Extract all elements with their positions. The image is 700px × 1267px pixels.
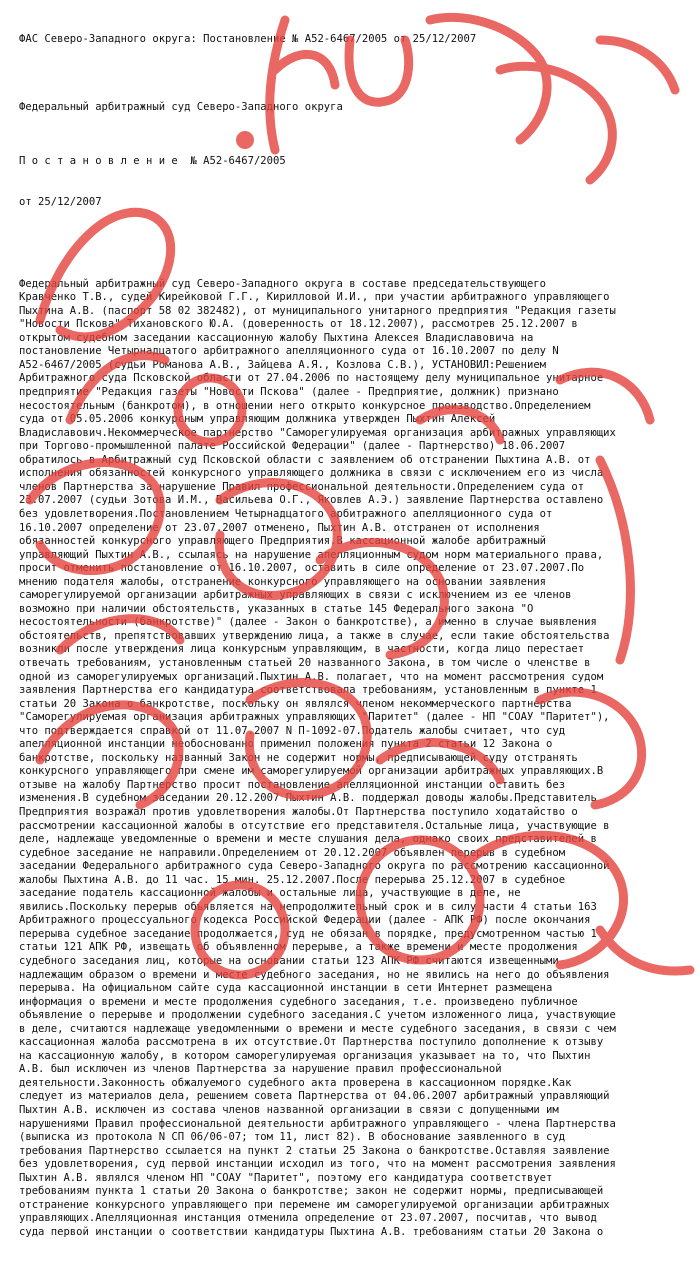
body-line: исполнения обязанностей конкурсного управляющего должника в связи с исключением его из числа <box>19 467 604 480</box>
body-line: кассационная жалоба рассмотрена в их отсутствие.От Партнерства поступило дополнение к отзыву <box>19 1036 604 1049</box>
decision-date: от 25/12/2007 <box>19 196 102 209</box>
body-line: возникли после утверждения лица конкурсным управляющим, в частности, когда лицо перестает <box>19 643 585 656</box>
body-line: без удовлетворения.Постановлением Четырнадцатого арбитражного апелляционного суда от <box>19 507 553 520</box>
body-line: одной из саморегулируемых организаций.Пыхтин А.В. полагает, что на момент рассмотрения судом <box>19 670 604 683</box>
body-line: отзыве на жалобу Партнерство просит постановление апелляционной инстанции оставить без <box>19 778 566 791</box>
body-line: изменения.В судебном заседании 20.12.2007 Пыхтин А.В. поддержал доводы жалобы.Представитель <box>19 792 597 805</box>
body-line: следует из материалов дела, решением совета Партнерства от 04.06.2007 арбитражный управляющий <box>19 1090 610 1103</box>
body-line: апелляционной инстанции необоснованно применил положения пункта 2 статьи 12 Закона о <box>19 738 553 751</box>
body-line: что подтверждается справкой от 11.07.2007 N П-1092-07.Податель жалобы считает, что суд <box>19 724 566 737</box>
body-line: открытом судебном заседании кассационную жалобу Пыхтина Алексея Владиславовича на <box>19 331 534 344</box>
body-line: заседание податель кассационной жалобы и остальные лица, участвующие в деле, не <box>19 887 521 900</box>
body-line: обязанностей конкурсного управляющего Предприятия.В кассационной жалобе арбитражный <box>19 535 547 548</box>
body-line: в деле, считаются надлежаще уведомленными о времени и месте судебного заседания, в связи с чем <box>19 1022 616 1035</box>
body-line: жалобы Пыхтина А.В. до 11 час. 15 мин. 25.12.2007.После перерыва 25.12.2007 в судебное <box>19 873 566 886</box>
document-header-title: ФАС Северо-Западного округа: Постановление № А52-6467/2005 от 25/12/2007 <box>19 33 477 46</box>
body-line: объявление о перерыве и продолжении судебного заседания.С учетом изложенного лица, участвующие <box>19 1009 616 1022</box>
body-line: деятельности.Законность обжалуемого судебного акта проверена в кассационном порядке.Как <box>19 1076 572 1089</box>
body-line: конкурсного управляющего при смене им саморегулируемой организации арбитражных управляющих.В <box>19 765 604 778</box>
body-line: суда первой инстанции о соответствии кандидатуры Пыхтина А.В. требованиям статьи 20 Закона о <box>19 1225 604 1238</box>
body-line: Кравченко Т.В., судей Кирейковой Г.Г., Кирилловой И.И., при участии арбитражного управляющего <box>19 291 610 304</box>
decision-body <box>19 278 689 1240</box>
body-line: предприятие "Редакция газеты "Новости Пскова" (далее - Предприятие, должник) признано <box>19 386 559 399</box>
body-line: несостоятельным (банкротом), в отношении него открыто конкурсное производство.Определением <box>19 399 591 412</box>
body-line: Арбитражного суда Псковской области от 27.04.2006 по настоящему делу муниципальное унитарное <box>19 372 604 385</box>
body-line: управляющий Пыхтин А.В., ссылаясь на нарушение апелляционным судом норм материального права, <box>19 548 604 561</box>
body-line: Арбитражного процессуального кодекса Российской Федерации (далее - АПК РФ) после окончания <box>19 914 591 927</box>
body-line: Владиславович.Некоммерческое партнерство "Саморегулируемая организация арбитражных управляющих <box>19 426 616 439</box>
body-line: постановление Четырнадцатого арбитражного апелляционного суда от 16.10.2007 по делу N <box>19 345 559 358</box>
body-line: явились.Поскольку перерыв объявляется на непродолжительный срок и в силу части 4 статьи 163 <box>19 900 597 913</box>
body-line: информация о времени и месте продолжения судебного заседания, т.е. произведено публичное <box>19 995 578 1008</box>
body-line: требованиям пункта 1 статьи 20 Закона о банкротстве; закон не содержит нормы, предписывающей <box>19 1185 604 1198</box>
body-line: Пыхтина А.В. (паспорт 58 02 382482), от муниципального унитарного предприятия "Редакция газеты <box>19 304 616 317</box>
body-line: Пыхтин А.В. исключен из состава членов названной организации в связи с допущенными им <box>19 1104 559 1117</box>
body-line: на кассационную жалобу, в котором саморегулируемая организация указывает на то, что Пыхтин <box>19 1049 591 1062</box>
body-line: без удовлетворения, суд первой инстанции исходил из того, что на момент рассмотрения заявления <box>19 1158 616 1171</box>
body-line: при Торгово-промышленной палате Российской Федерации" (далее - Партнерство) 18.06.2007 <box>19 440 566 453</box>
body-line: членов Партнерства за нарушение Правил профессиональной деятельности.Определением суда от <box>19 480 585 493</box>
body-line: обстоятельств, препятствовавших утверждению лица, а также в случае, если такие обстоятельства <box>19 629 610 642</box>
body-line: банкротстве, поскольку названный Закон не содержит нормы, предписывающей суду отстранять <box>19 751 578 764</box>
body-line: рассмотрении кассационной жалобы в отсутствие его представителя.Остальные лица, участвующие в <box>19 819 610 832</box>
body-line: возможно при наличии обстоятельств, указанных в статье 145 Федерального закона "О <box>19 602 534 615</box>
body-line: статьи 20 Закона о банкротстве, поскольку он являлся членом некоммерческого партнерства <box>19 697 572 710</box>
body-line: А.В. был исключен из членов Партнерства за нарушение правил профессиональной <box>19 1063 502 1076</box>
body-line: отвечать требованиям, установленным статьей 20 названного Закона, в том числе о членстве в <box>19 656 591 669</box>
body-line: Пыхтин А.В. являлся членом НП "СОАУ "Паритет", поэтому его кандидатура соответствует <box>19 1171 553 1184</box>
body-line: саморегулируемой организации арбитражных управляющих в связи с исключением из ее членов <box>19 589 572 602</box>
body-line: (выписка из протокола N СП 06/06-07; том 11, лист 82). В обоснование заявленного в суд <box>19 1131 566 1144</box>
body-line: заявления Партнерства его кандидатура соответствовала требованиям, установленным в пункте 1 <box>19 684 597 697</box>
body-line: Федеральный арбитражный суд Северо-Западного округа в составе председательствующего <box>19 277 547 290</box>
body-line: 23.07.2007 (судьи Зотова И.М., Васильева О.Г., Яковлев А.Э.) заявление Партнерства оставлено <box>19 494 604 507</box>
body-line: нарушениями Правил профессиональной деятельности арбитражного управляющего - члена Партнерства <box>19 1117 616 1130</box>
body-line: обратилось в Арбитражный суд Псковской области с заявлением об отстранении Пыхтина А.В. от <box>19 453 591 466</box>
body-line: судебное заседание не направили.Определением от 20.12.2007 объявлен перерыв в судебном <box>19 846 566 859</box>
decision-title: П о с т а н о в л е н и е № А52-6467/2005 <box>19 155 286 168</box>
body-line: Предприятия возражал против удовлетворения жалобы.От Партнерства поступило ходатайство о <box>19 805 578 818</box>
body-line: суда от 05.05.2006 конкурсным управляющим должника утвержден Пыхтин Алексей <box>19 413 496 426</box>
body-line: перерыва. На официальном сайте суда кассационной инстанции в сети Интернет размещена <box>19 982 553 995</box>
body-line: надлежащим образом о времени и месте судебного заседания, но не явились на него до объявления <box>19 968 610 981</box>
body-line: статьи 121 АПК РФ, извещать об объявленном перерыве, а также времени и месте продолжения <box>19 941 578 954</box>
body-line: просит отменить постановление от 16.10.2007, оставить в силе определение от 23.07.2007.По <box>19 562 585 575</box>
body-line: А52-6467/2005 (судьи Романова А.В., Зайцева А.Я., Козлова С.В.), УСТАНОВИЛ:Решением <box>19 358 547 371</box>
body-line: несостоятельности (банкротстве)" (далее - Закон о банкротстве), а именно в случае выявления <box>19 616 597 629</box>
body-line: "Новости Пскова" Тихановского Ю.А. (доверенность от 18.12.2007), рассмотрев 25.12.2007 в <box>19 318 578 331</box>
body-line: управляющих.Апелляционная инстанция отменила определение от 23.07.2007, посчитав, что вывод <box>19 1212 597 1225</box>
body-line: отстранение конкурсного управляющего при перемене им саморегулируемой организации арбитражных <box>19 1198 610 1211</box>
document-text <box>19 6 689 1267</box>
body-line: требования Партнерство ссылается на пункт 2 статьи 25 Закона о банкротстве.Оставляя заявление <box>19 1144 610 1157</box>
court-name: Федеральный арбитражный суд Северо-Западного округа <box>19 100 343 113</box>
body-line: мнению подателя жалобы, отстранение конкурсного управляющего на основании заявления <box>19 575 547 588</box>
body-line: заседании Федерального арбитражного суда Северо-Западного округа по рассмотрению кассационной <box>19 860 610 873</box>
body-line: 16.10.2007 определение от 23.07.2007 отменено, Пыхтин А.В. отстранен от исполнения <box>19 521 540 534</box>
body-line: перерыва судебное заседание продолжается, суд не обязан в порядке, предусмотренном частью 1 <box>19 927 597 940</box>
body-line: судебного заседания лиц, которые на основании статьи 123 АПК РФ считаются извещенными <box>19 955 559 967</box>
body-line: "Саморегулируемая организация арбитражных управляющих "Паритет" (далее - НП "СОАУ "Паритет"), <box>19 711 610 724</box>
body-line: деле, надлежаще уведомленные о времени и месте слушания дела, однако своих представителей в <box>19 833 597 846</box>
